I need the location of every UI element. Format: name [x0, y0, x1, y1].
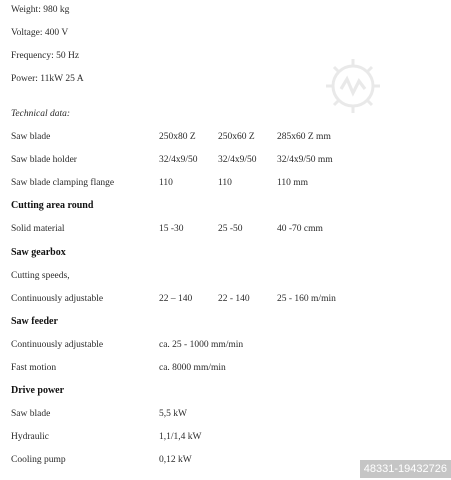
section-heading-saw-feeder: Saw feeder	[11, 316, 58, 327]
table-row	[0, 177, 451, 189]
row-value-1: 0,12 kW	[159, 455, 192, 465]
row-value-1: 110	[159, 178, 173, 188]
row-value-3: 110 mm	[277, 178, 309, 188]
row-label: Saw blade	[11, 409, 51, 419]
row-value-1: 32/4x9/50	[159, 155, 198, 165]
spec-voltage: Voltage: 400 V	[11, 28, 69, 38]
technical-data-heading: Technical data:	[11, 109, 71, 119]
row-value-2: 250x60 Z	[218, 132, 255, 142]
row-label: Continuously adjustable	[11, 294, 104, 304]
watermark-gear-icon	[322, 55, 384, 117]
row-value-1: 5,5 kW	[159, 409, 187, 419]
row-value-1: 250x80 Z	[159, 132, 196, 142]
row-label: Solid material	[11, 224, 65, 234]
row-label: Fast motion	[11, 363, 57, 373]
row-label: Hydraulic	[11, 432, 49, 442]
row-value-3: 40 -70 cmm	[277, 224, 323, 234]
table-row	[0, 154, 451, 166]
section-heading-drive-power: Drive power	[11, 385, 65, 396]
table-row	[0, 362, 451, 374]
table-row	[0, 408, 451, 420]
row-value-2: 25 -50	[218, 224, 243, 234]
row-value-2: 110	[218, 178, 232, 188]
table-row	[0, 131, 451, 143]
spec-weight: Weight: 980 kg	[11, 5, 70, 15]
section-heading-cutting-area: Cutting area round	[11, 200, 94, 211]
row-value-2: 22 - 140	[218, 294, 250, 304]
spec-frequency: Frequency: 50 Hz	[11, 51, 80, 61]
row-label: Cooling pump	[11, 455, 66, 465]
row-value-3: 25 - 160 m/min	[277, 294, 336, 304]
reference-id-badge: 48331-19432726	[360, 460, 451, 478]
section-heading-saw-gearbox: Saw gearbox	[11, 247, 66, 258]
table-row	[0, 431, 451, 443]
row-value-1: ca. 25 - 1000 mm/min	[159, 340, 244, 350]
row-label: Saw blade holder	[11, 155, 77, 165]
row-label: Saw blade	[11, 132, 51, 142]
row-label: Saw blade clamping flange	[11, 178, 115, 188]
spec-power: Power: 11kW 25 A	[11, 74, 84, 84]
row-value-3: 285x60 Z mm	[277, 132, 331, 142]
table-row	[0, 293, 451, 305]
row-value-1: 22 – 140	[159, 294, 193, 304]
row-label: Cutting speeds,	[11, 271, 70, 281]
row-value-1: 1,1/1,4 kW	[159, 432, 202, 442]
row-value-1: ca. 8000 mm/min	[159, 363, 226, 373]
row-label: Continuously adjustable	[11, 340, 104, 350]
table-row	[0, 223, 451, 235]
row-value-2: 32/4x9/50	[218, 155, 257, 165]
table-row	[0, 339, 451, 351]
table-row	[0, 270, 451, 282]
row-value-1: 15 -30	[159, 224, 184, 234]
row-value-3: 32/4x9/50 mm	[277, 155, 333, 165]
